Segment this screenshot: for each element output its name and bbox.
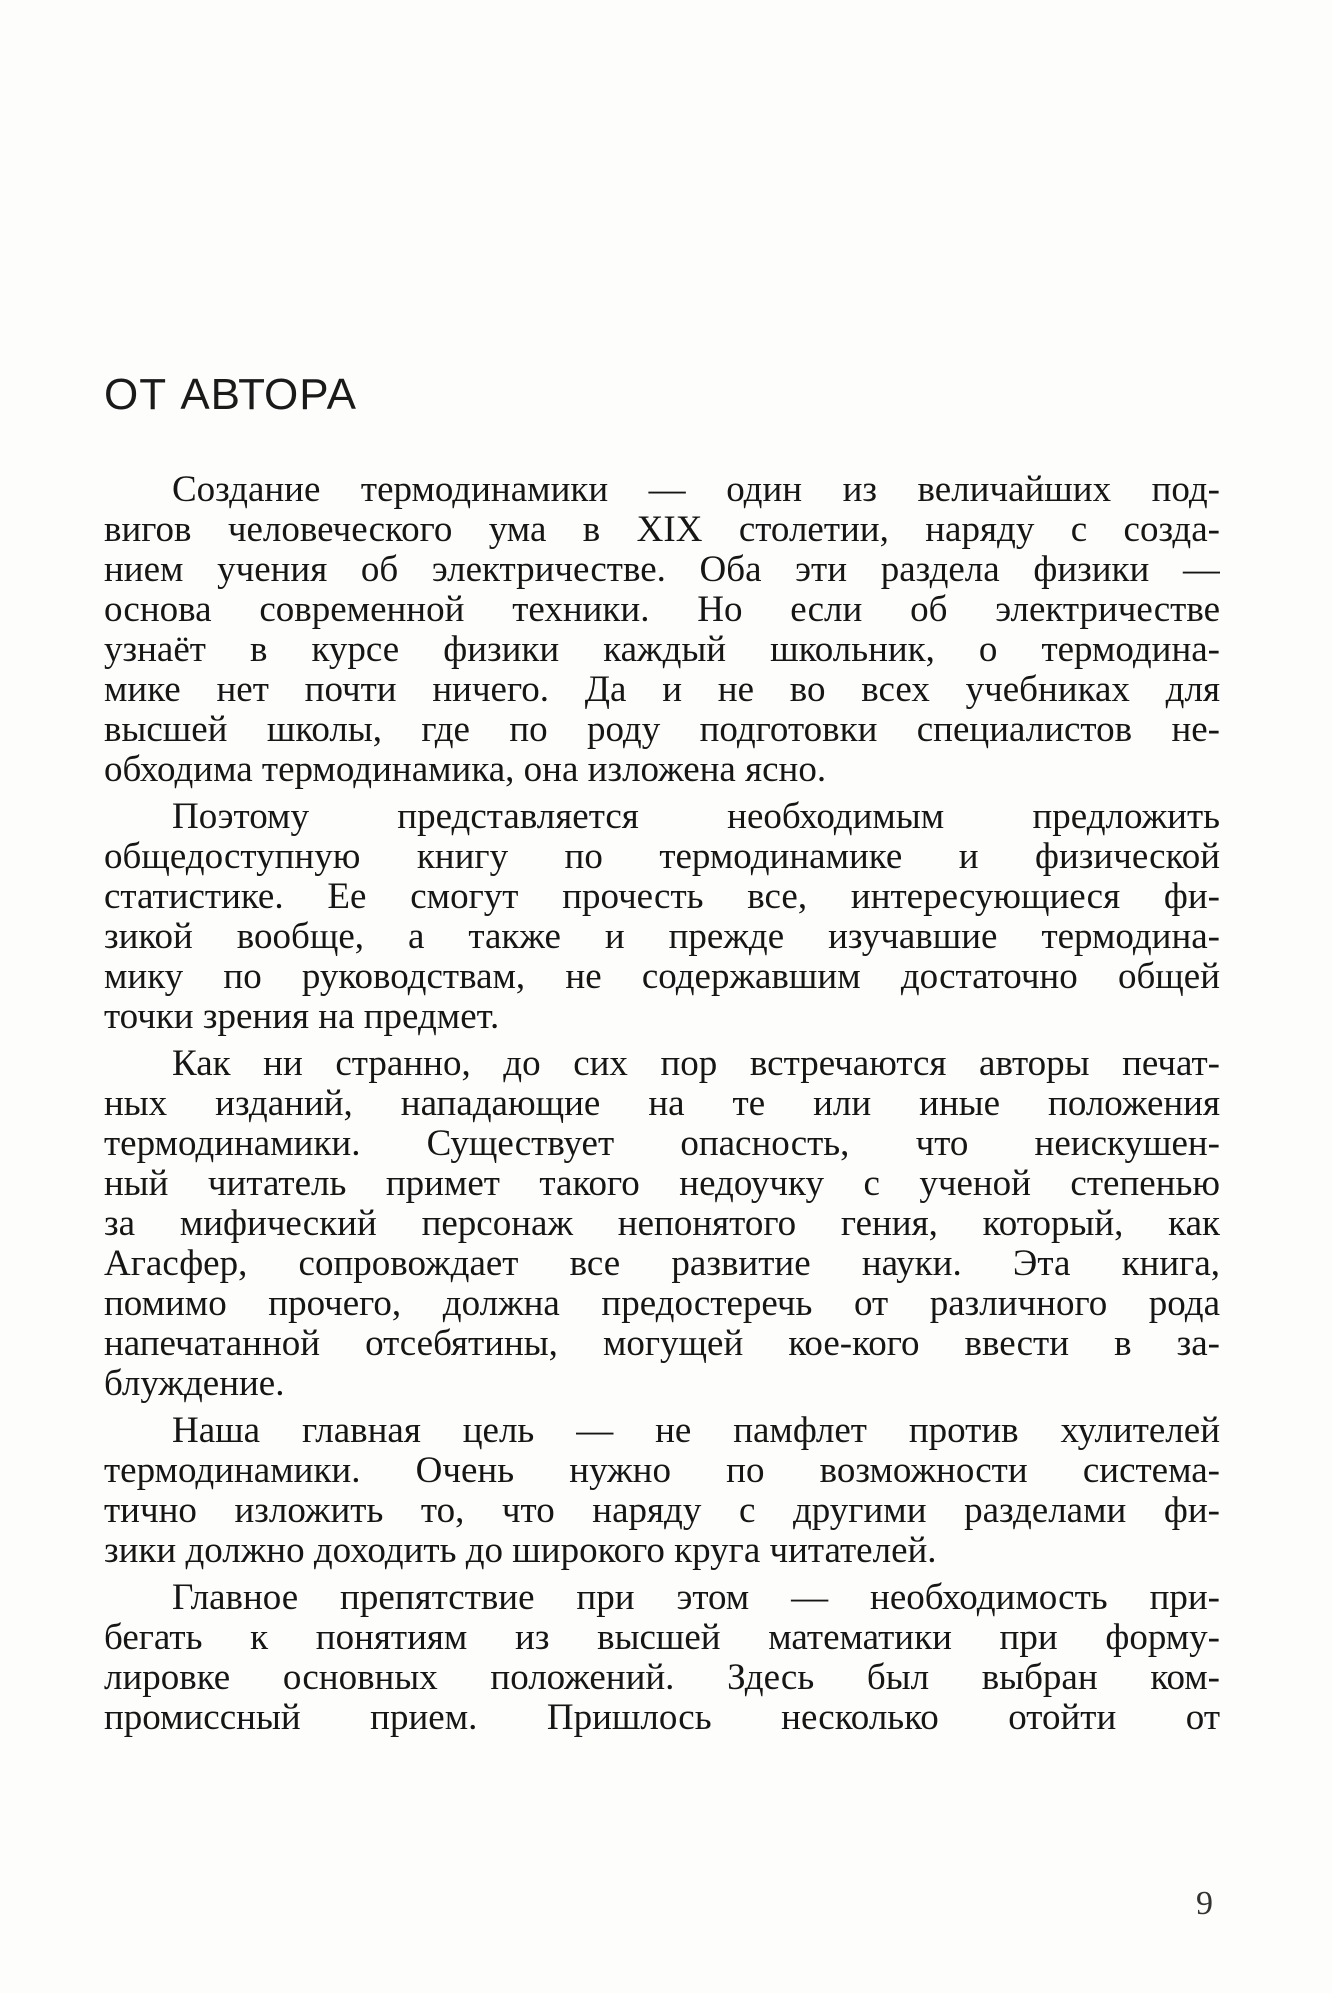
text-line: термодинамики. Очень нужно по возможности система- — [104, 1451, 1220, 1491]
text-line: общедоступную книгу по термодинамике и физической — [104, 837, 1220, 877]
text-line: Как ни странно, до сих пор встречаются авторы печат- — [172, 1044, 1220, 1084]
text-line: точки зрения на предмет. — [104, 997, 500, 1037]
text-line: зики должно доходить до широкого круга читателей. — [104, 1531, 937, 1571]
text-line: Главное препятствие при этом — необходимость при- — [172, 1578, 1220, 1618]
text-line: блуждение. — [104, 1364, 285, 1404]
text-line: высшей школы, где по роду подготовки специалистов не- — [104, 710, 1220, 750]
text-line: нием учения об электричестве. Оба эти раздела физики — — [104, 550, 1220, 590]
text-line: бегать к понятиям из высшей математики при форму- — [104, 1618, 1220, 1658]
text-line: Поэтому представляется необходимым предложить — [172, 797, 1220, 837]
paragraph — [104, 797, 1220, 1037]
paragraph — [104, 1044, 1220, 1404]
text-line: вигов человеческого ума в XIX столетии, наряду с созда- — [104, 510, 1220, 550]
text-line: мику по руководствам, не содержавшим достаточно общей — [104, 957, 1220, 997]
text-line: основа современной техники. Но если об электричестве — [104, 590, 1220, 630]
text-line: напечатанной отсебятины, могущей кое-кого ввести в за- — [104, 1324, 1220, 1364]
paragraph — [104, 1411, 1220, 1571]
text-line: термодинамики. Существует опасность, что неискушен- — [104, 1124, 1220, 1164]
text-line: мике нет почти ничего. Да и не во всех учебниках для — [104, 670, 1220, 710]
text-line: помимо прочего, должна предостеречь от различного рода — [104, 1284, 1220, 1324]
paragraph — [104, 470, 1220, 790]
page-number: 9 — [1196, 1885, 1213, 1922]
text-line: статистике. Ее смогут прочесть все, интересующиеся фи- — [104, 877, 1220, 917]
text-line: Создание термодинамики — один из величайших под- — [172, 470, 1220, 510]
text-line: Наша главная цель — не памфлет против хулителей — [172, 1411, 1220, 1451]
body-text — [104, 470, 1220, 1745]
text-line: ных изданий, нападающие на те или иные положения — [104, 1084, 1220, 1124]
text-line: зикой вообще, а также и прежде изучавшие термодина- — [104, 917, 1220, 957]
section-heading: ОТ АВТОРА — [104, 370, 357, 419]
text-line: ный читатель примет такого недоучку с ученой степенью — [104, 1164, 1220, 1204]
text-line: за мифический персонаж непонятого гения, который, как — [104, 1204, 1220, 1244]
text-line: Агасфер, сопровождает все развитие науки. Эта книга, — [104, 1244, 1220, 1284]
text-line: промиссный прием. Пришлось несколько отойти от — [104, 1698, 1220, 1738]
text-line: тично изложить то, что наряду с другими разделами фи- — [104, 1491, 1220, 1531]
text-line: обходима термодинамика, она изложена ясно. — [104, 750, 827, 790]
text-line: узнаёт в курсе физики каждый школьник, о термодина- — [104, 630, 1220, 670]
paragraph — [104, 1578, 1220, 1738]
text-line: лировке основных положений. Здесь был выбран ком- — [104, 1658, 1220, 1698]
